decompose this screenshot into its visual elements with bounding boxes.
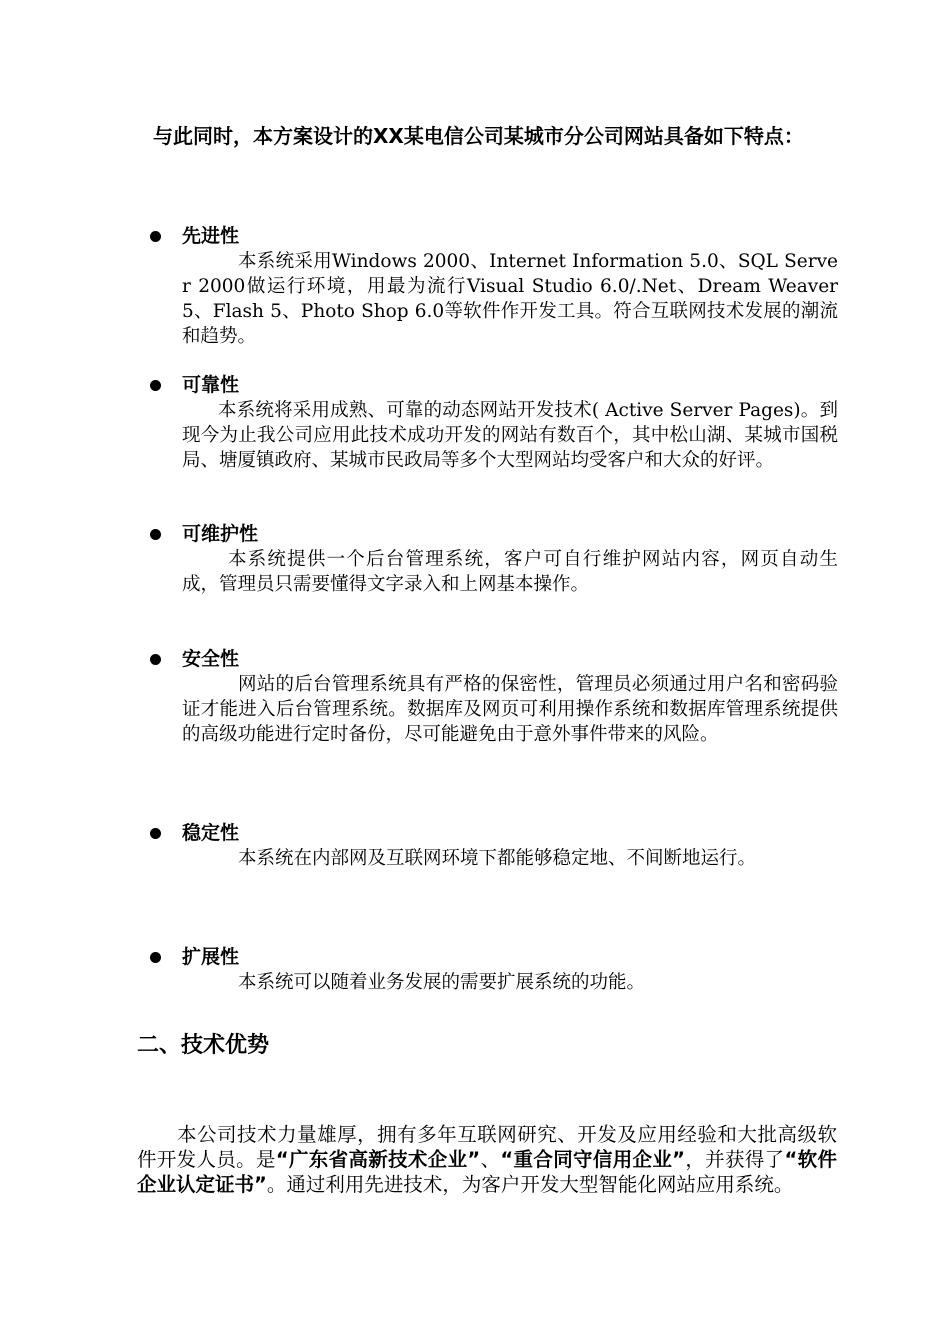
bullet-icon <box>150 952 161 963</box>
advantage-text: 。通过利用先进技术，为客户开发大型智能化网站应用系统。 <box>266 1173 794 1196</box>
feature-title: 可靠性 <box>182 374 240 396</box>
feature-advanced <box>148 224 838 349</box>
bullet-icon <box>150 380 161 391</box>
feature-stability <box>148 821 838 871</box>
feature-title-row <box>148 522 838 547</box>
feature-body: 本系统可以随着业务发展的需要扩展系统的功能。 <box>238 972 646 993</box>
feature-title-row <box>148 373 838 398</box>
advantage-highlight: “重合同守信用企业” <box>500 1148 685 1171</box>
feature-security <box>148 647 838 747</box>
feature-title: 扩展性 <box>182 946 240 968</box>
feature-reliability <box>148 373 838 473</box>
feature-body: 网站的后台管理系统具有严格的保密性，管理员必须通过用户名和密码验证才能进入后台管理系统。数据库及网页可利用操作系统和数据库管理系统提供的高级功能进行定时备份，尽可能避免由于意外事件带来的风险。 <box>182 674 838 745</box>
feature-maintainability <box>148 522 838 597</box>
feature-body: 本系统在内部网及互联网环境下都能够稳定地、不间断地运行。 <box>238 848 757 869</box>
bullet-icon <box>150 231 161 242</box>
feature-title-row <box>148 647 838 672</box>
bullet-icon <box>150 828 161 839</box>
feature-title: 先进性 <box>182 225 240 247</box>
feature-body: 本系统采用Windows 2000、Internet Information 5.0、SQL Server 2000做运行环境，用最为流行Visual Studio 6.0/.Net、Dream Weaver 5、Flash 5、Photo Shop 6.0等软件作开发工具。符合互联网技术发展的潮流和趋势。 <box>182 251 838 347</box>
advantage-text: 、 <box>480 1148 501 1171</box>
bullet-icon <box>150 529 161 540</box>
intro-paragraph: 与此同时，本方案设计的XX某电信公司某城市分公司网站具备如下特点： <box>153 124 804 148</box>
feature-title-row <box>148 224 838 249</box>
advantage-highlight: “广东省高新技术企业” <box>275 1148 481 1171</box>
advantage-text: 本公司技术力量雄厚，拥有多年互联网研究、开发及应用经验和大批高级软件开发人员。是 <box>137 1123 837 1171</box>
feature-title: 安全性 <box>182 648 240 670</box>
feature-title: 稳定性 <box>182 822 240 844</box>
feature-body: 本系统提供一个后台管理系统，客户可自行维护网站内容，网页自动生成，管理员只需要懂得文字录入和上网基本操作。 <box>182 549 838 595</box>
bullet-icon <box>150 654 161 665</box>
advantage-text: ，并获得了 <box>685 1148 785 1171</box>
feature-title-row <box>148 945 838 970</box>
feature-title: 可维护性 <box>182 523 259 545</box>
feature-extensibility <box>148 945 838 995</box>
advantage-highlight: “软件企业认定证书” <box>137 1148 837 1196</box>
advantage-paragraph <box>137 1122 837 1197</box>
feature-title-row <box>148 821 838 846</box>
feature-body: 本系统将采用成熟、可靠的动态网站开发技术( Active Server Pages)。到现今为止我公司应用此技术成功开发的网站有数百个，其中松山湖、某城市国税局、塘厦镇政府、某城市民政局等多个大型网站均受客户和大众的好评。 <box>182 400 838 471</box>
section-heading: 二、技术优势 <box>137 1033 270 1058</box>
